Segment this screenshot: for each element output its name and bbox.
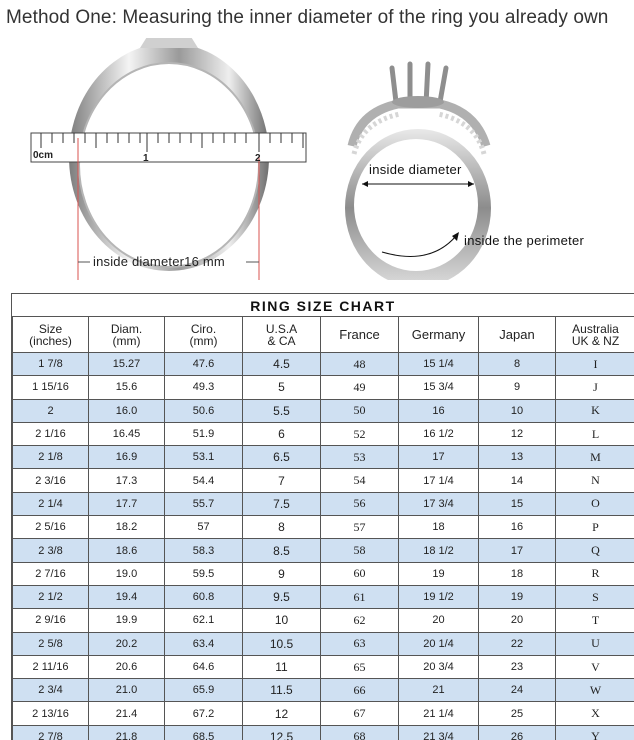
table-cell: 12.5 — [243, 725, 321, 740]
table-cell: M — [556, 446, 634, 469]
table-cell: 58.3 — [165, 539, 243, 562]
table-cell: 58 — [321, 539, 399, 562]
table-cell: N — [556, 469, 634, 492]
table-cell: 8 — [479, 353, 556, 376]
table-cell: 15 — [479, 492, 556, 515]
table-cell: 20.2 — [89, 632, 165, 655]
table-row — [13, 539, 634, 562]
table-cell: 2 3/16 — [13, 469, 89, 492]
table-cell: 2 13/16 — [13, 702, 89, 725]
column-header-line1: Australia — [556, 323, 634, 335]
table-cell: 13 — [479, 446, 556, 469]
table-cell: 18.2 — [89, 516, 165, 539]
ruler-label-0: 0cm — [33, 150, 53, 161]
table-cell: 18 — [399, 516, 479, 539]
table-cell: 2 1/2 — [13, 585, 89, 608]
table-cell: 21 3/4 — [399, 725, 479, 740]
column-header — [399, 317, 479, 353]
table-cell: 55.7 — [165, 492, 243, 515]
table-row — [13, 492, 634, 515]
column-header-line2: (mm) — [89, 335, 164, 347]
table-cell: 50.6 — [165, 399, 243, 422]
table-cell: Q — [556, 539, 634, 562]
table-cell: 57 — [321, 516, 399, 539]
table-row — [13, 516, 634, 539]
table-cell: 2 1/16 — [13, 422, 89, 445]
table-cell: 22 — [479, 632, 556, 655]
table-cell: 14 — [479, 469, 556, 492]
table-cell: 16.45 — [89, 422, 165, 445]
table-row — [13, 422, 634, 445]
table-cell: 59.5 — [165, 562, 243, 585]
table-cell: 8.5 — [243, 539, 321, 562]
table-cell: 2 — [13, 399, 89, 422]
table-cell: T — [556, 609, 634, 632]
table-cell: 19.9 — [89, 609, 165, 632]
table-cell: 9.5 — [243, 585, 321, 608]
table-cell: 1 7/8 — [13, 353, 89, 376]
table-cell: 16 1/2 — [399, 422, 479, 445]
table-cell: 54 — [321, 469, 399, 492]
table-cell: 19 1/2 — [399, 585, 479, 608]
column-header-label: Germany — [412, 327, 465, 342]
table-cell: 49 — [321, 376, 399, 399]
table-cell: 5.5 — [243, 399, 321, 422]
table-cell: 50 — [321, 399, 399, 422]
table-cell: 53 — [321, 446, 399, 469]
table-cell: 17.7 — [89, 492, 165, 515]
table-cell: 26 — [479, 725, 556, 740]
table-cell: 8 — [243, 516, 321, 539]
table-cell: 2 5/8 — [13, 632, 89, 655]
table-cell: 2 5/16 — [13, 516, 89, 539]
table-cell: 60.8 — [165, 585, 243, 608]
table-cell: 60 — [321, 562, 399, 585]
column-header-line2: & CA — [243, 335, 320, 347]
ring-size-chart — [11, 293, 634, 740]
table-cell: 21.0 — [89, 679, 165, 702]
table-cell: 62 — [321, 609, 399, 632]
page-heading: Method One: Measuring the inner diameter of the ring you already own — [6, 7, 608, 29]
table-row — [13, 702, 634, 725]
table-cell: 68.5 — [165, 725, 243, 740]
table-cell: 2 7/16 — [13, 562, 89, 585]
table-cell: 18 — [479, 562, 556, 585]
chart-title: RING SIZE CHART — [12, 294, 634, 316]
inner-diameter-label: inside diameter — [93, 254, 184, 269]
column-header-line1: Size — [13, 323, 88, 335]
table-cell: 18.6 — [89, 539, 165, 562]
table-row — [13, 725, 634, 740]
table-cell: 65.9 — [165, 679, 243, 702]
table-cell: O — [556, 492, 634, 515]
table-cell: 16 — [479, 516, 556, 539]
table-cell: 21.4 — [89, 702, 165, 725]
column-header — [321, 317, 399, 353]
column-header — [89, 317, 165, 353]
inner-diameter-value: 16 mm — [184, 254, 225, 269]
table-cell: 25 — [479, 702, 556, 725]
table-row — [13, 446, 634, 469]
table-cell: L — [556, 422, 634, 445]
table-cell: 15.27 — [89, 353, 165, 376]
column-header-line2: UK & NZ — [556, 335, 634, 347]
table-cell: 53.1 — [165, 446, 243, 469]
column-header-line1: Diam. — [89, 323, 164, 335]
table-cell: 20 1/4 — [399, 632, 479, 655]
column-header-line2: (mm) — [165, 335, 242, 347]
table-cell: 24 — [479, 679, 556, 702]
table-header-row — [13, 317, 634, 353]
inside-perimeter-label: inside the perimeter — [464, 233, 584, 248]
table-cell: J — [556, 376, 634, 399]
table-cell: 2 3/8 — [13, 539, 89, 562]
table-cell: 11 — [243, 655, 321, 678]
table-cell: 17 1/4 — [399, 469, 479, 492]
table-cell: 16.9 — [89, 446, 165, 469]
table-cell: U — [556, 632, 634, 655]
table-cell: 12 — [479, 422, 556, 445]
table-cell: 2 1/8 — [13, 446, 89, 469]
table-cell: 19.0 — [89, 562, 165, 585]
inner-diameter-caption — [93, 254, 225, 269]
table-cell: 19 — [479, 585, 556, 608]
table-row — [13, 609, 634, 632]
ruler-label-2: 2 — [255, 153, 261, 164]
table-cell: 11.5 — [243, 679, 321, 702]
table-cell: 20 3/4 — [399, 655, 479, 678]
ring-size-table — [12, 316, 634, 740]
table-cell: 16.0 — [89, 399, 165, 422]
table-cell: 9 — [243, 562, 321, 585]
table-cell: 2 3/4 — [13, 679, 89, 702]
table-cell: 20 — [399, 609, 479, 632]
table-cell: 56 — [321, 492, 399, 515]
table-cell: 6.5 — [243, 446, 321, 469]
table-cell: S — [556, 585, 634, 608]
ruler-label-1: 1 — [143, 153, 149, 164]
table-row — [13, 399, 634, 422]
table-cell: 7.5 — [243, 492, 321, 515]
table-cell: 19.4 — [89, 585, 165, 608]
table-cell: 1 15/16 — [13, 376, 89, 399]
table-cell: 61 — [321, 585, 399, 608]
table-row — [13, 376, 634, 399]
column-header — [479, 317, 556, 353]
table-cell: Y — [556, 725, 634, 740]
table-cell: 48 — [321, 353, 399, 376]
table-cell: 17 — [399, 446, 479, 469]
table-cell: 21 1/4 — [399, 702, 479, 725]
table-row — [13, 679, 634, 702]
table-cell: 52 — [321, 422, 399, 445]
table-cell: 51.9 — [165, 422, 243, 445]
table-cell: 2 11/16 — [13, 655, 89, 678]
inside-diameter-label: inside diameter — [369, 162, 462, 177]
table-cell: 21.8 — [89, 725, 165, 740]
column-header — [556, 317, 634, 353]
table-cell: 2 7/8 — [13, 725, 89, 740]
table-cell: 23 — [479, 655, 556, 678]
table-cell: 19 — [399, 562, 479, 585]
table-cell: 63.4 — [165, 632, 243, 655]
table-cell: 15 3/4 — [399, 376, 479, 399]
table-cell: 6 — [243, 422, 321, 445]
table-cell: P — [556, 516, 634, 539]
table-cell: 47.6 — [165, 353, 243, 376]
column-header — [165, 317, 243, 353]
table-cell: R — [556, 562, 634, 585]
column-header — [13, 317, 89, 353]
table-cell: 64.6 — [165, 655, 243, 678]
table-cell: 5 — [243, 376, 321, 399]
table-cell: K — [556, 399, 634, 422]
table-row — [13, 469, 634, 492]
table-cell: 49.3 — [165, 376, 243, 399]
table-cell: 10 — [243, 609, 321, 632]
table-cell: I — [556, 353, 634, 376]
table-cell: 66 — [321, 679, 399, 702]
table-cell: V — [556, 655, 634, 678]
table-row — [13, 585, 634, 608]
table-cell: 17 — [479, 539, 556, 562]
column-header-line1: Ciro. — [165, 323, 242, 335]
table-cell: 10 — [479, 399, 556, 422]
table-cell: 67.2 — [165, 702, 243, 725]
table-cell: 57 — [165, 516, 243, 539]
table-cell: 2 1/4 — [13, 492, 89, 515]
table-row — [13, 562, 634, 585]
table-cell: 2 9/16 — [13, 609, 89, 632]
table-cell: 63 — [321, 632, 399, 655]
table-cell: 18 1/2 — [399, 539, 479, 562]
table-row — [13, 655, 634, 678]
table-cell: 9 — [479, 376, 556, 399]
table-cell: 7 — [243, 469, 321, 492]
table-cell: 21 — [399, 679, 479, 702]
table-cell: 12 — [243, 702, 321, 725]
column-header-line1: U.S.A — [243, 323, 320, 335]
column-header-label: Japan — [499, 327, 534, 342]
column-header-label: France — [339, 327, 379, 342]
table-cell: 65 — [321, 655, 399, 678]
table-cell: 67 — [321, 702, 399, 725]
table-row — [13, 353, 634, 376]
table-cell: 20 — [479, 609, 556, 632]
table-cell: 16 — [399, 399, 479, 422]
table-cell: 17 3/4 — [399, 492, 479, 515]
table-cell: X — [556, 702, 634, 725]
table-cell: 10.5 — [243, 632, 321, 655]
table-cell: 4.5 — [243, 353, 321, 376]
table-cell: 62.1 — [165, 609, 243, 632]
table-cell: 17.3 — [89, 469, 165, 492]
column-header-line2: (inches) — [13, 335, 88, 347]
table-cell: 15 1/4 — [399, 353, 479, 376]
table-row — [13, 632, 634, 655]
column-header — [243, 317, 321, 353]
table-cell: W — [556, 679, 634, 702]
table-cell: 54.4 — [165, 469, 243, 492]
table-cell: 20.6 — [89, 655, 165, 678]
table-cell: 15.6 — [89, 376, 165, 399]
table-cell: 68 — [321, 725, 399, 740]
